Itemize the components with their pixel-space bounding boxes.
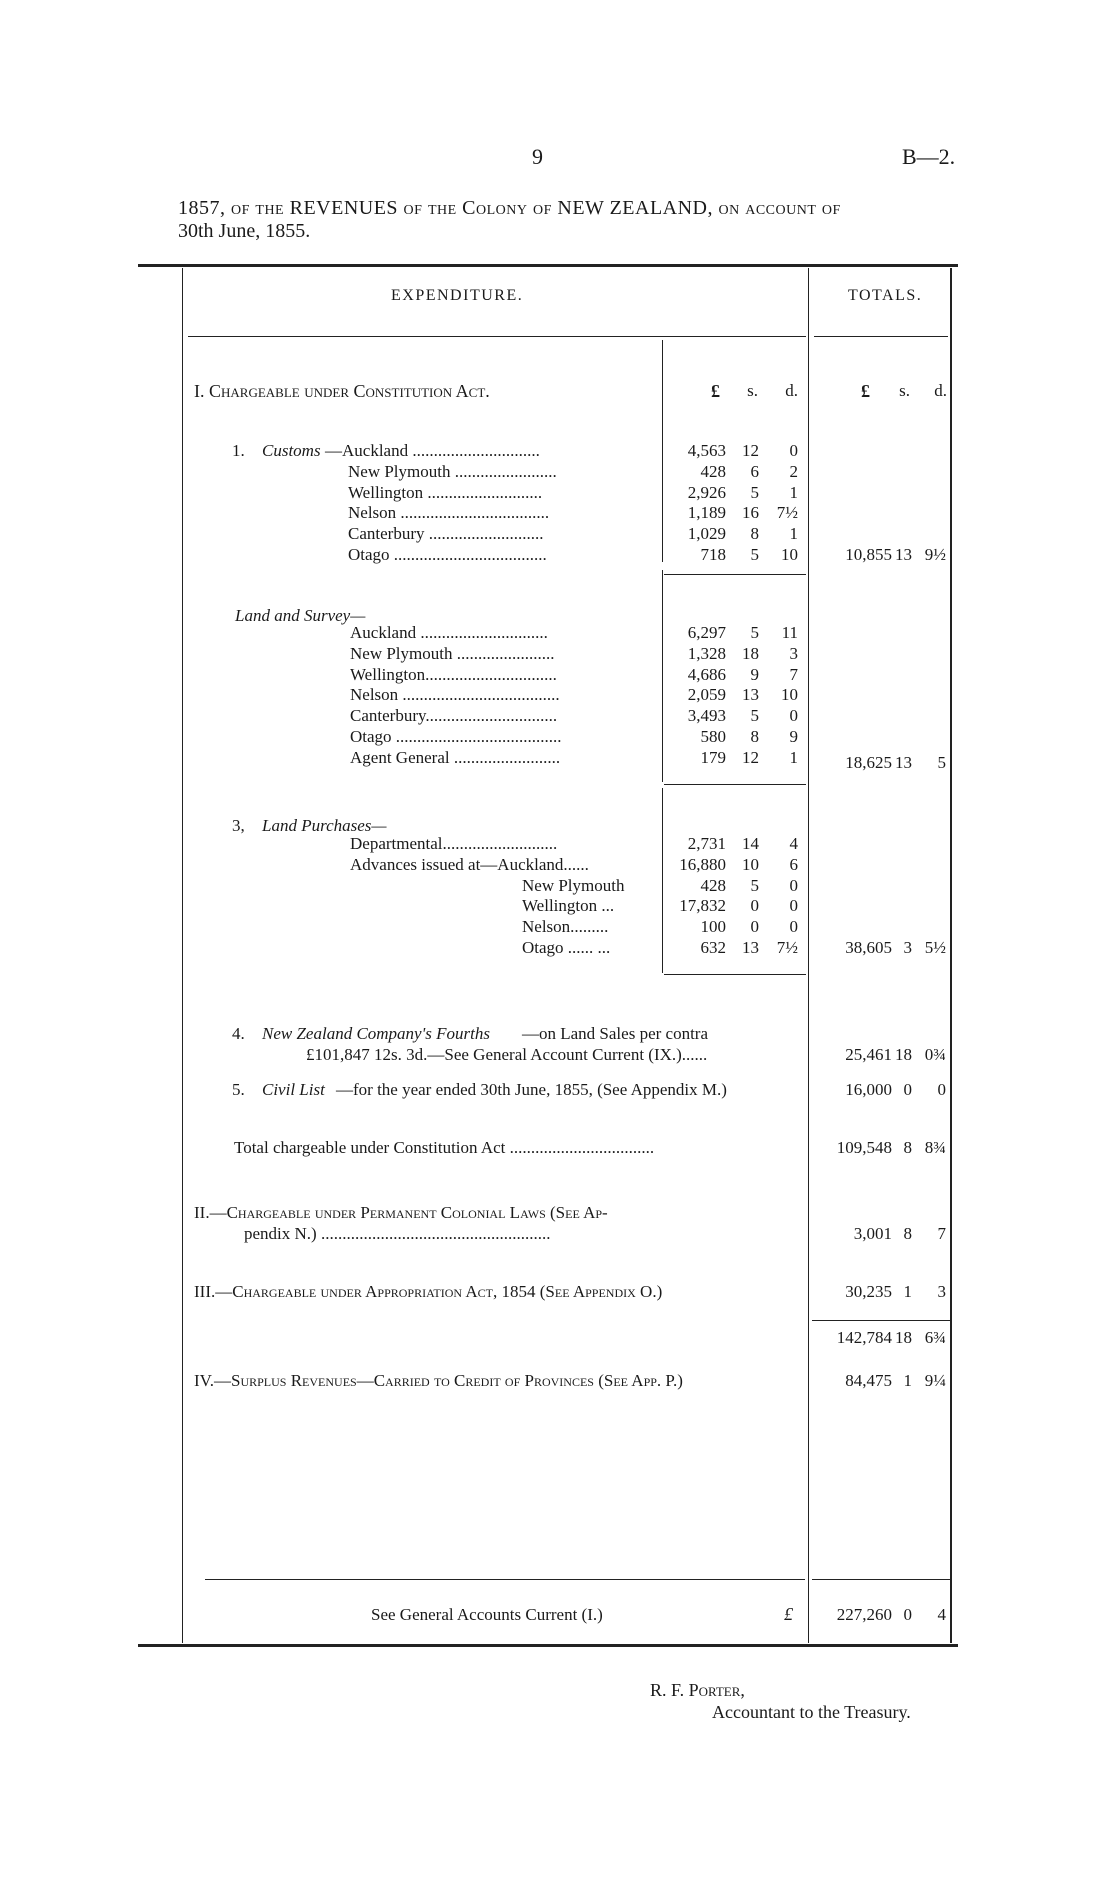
land-survey-row-pounds: 3,493 — [687, 706, 726, 726]
grand-total-currency: £ — [784, 1604, 793, 1624]
land-purchases-heading-number: 3, — [232, 816, 245, 835]
item-5-number: 5. — [232, 1080, 245, 1099]
totals-column-header: TOTALS. — [848, 287, 923, 304]
land-survey-row-label: Wellington............................... — [350, 664, 557, 684]
land-purchases-row-pounds: 2,731 — [687, 834, 726, 853]
total-constitution-label: Total chargeable under Constitution Act .................................. — [234, 1138, 655, 1157]
land-purchases-row-pence: 0 — [789, 896, 798, 916]
land-survey-row-label: Auckland .............................. — [350, 623, 548, 642]
customs-row-label: Canterbury ........................... — [348, 524, 544, 544]
customs-row-label: —Auckland .............................. — [325, 441, 540, 460]
customs-row-label: Otago .................................... — [348, 545, 547, 564]
land-survey-row-label: Otago ....................................... — [350, 727, 562, 746]
land-purchases-row-pounds: 632 — [700, 938, 726, 957]
customs-row-pounds: 718 — [700, 545, 726, 564]
land-survey-row-pounds: 4,686 — [687, 664, 726, 684]
customs-row-pounds: 1,189 — [687, 503, 726, 523]
item-5-heading: Civil List — [262, 1080, 325, 1099]
customs-row-shillings: 8 — [750, 524, 759, 544]
title-line-2: 30th June, 1855. — [178, 220, 311, 242]
signatory-name: R. F. Porter, — [650, 1680, 745, 1700]
item-4-line-1: —on Land Sales per contra — [522, 1024, 708, 1043]
customs-row-label: Nelson ................................... — [348, 503, 550, 523]
totals-pence-unit: d. — [934, 381, 947, 400]
section-4-text: IV.—Surplus Revenues—Carried to Credit of Provinces (See App. P.) — [194, 1371, 683, 1390]
land-purchases-row-pence: 6 — [789, 854, 798, 874]
land-purchases-row-pence: 4 — [789, 834, 798, 853]
item-4-heading: New Zealand Company's Fourths — [262, 1024, 490, 1043]
land-survey-row-pence: 0 — [789, 706, 798, 726]
customs-row-shillings: 6 — [750, 461, 759, 481]
land-survey-row-shillings: 18 — [742, 643, 759, 663]
land-survey-row-pence: 10 — [781, 685, 798, 705]
customs-row-pence: 1 — [789, 524, 798, 544]
land-survey-row-shillings: 5 — [750, 706, 759, 726]
land-survey-row-pence: 1 — [789, 747, 798, 767]
customs-row-pence: 10 — [781, 545, 798, 564]
customs-row-pence: 2 — [789, 461, 798, 481]
land-purchases-row-shillings: 13 — [742, 938, 759, 957]
section-3-text: III.—Chargeable under Appropriation Act, 1854 (See Appendix O.) — [194, 1282, 663, 1301]
land-survey-row-pounds: 2,059 — [687, 685, 726, 705]
land-purchases-row-pounds: 100 — [700, 917, 726, 937]
customs-heading: Customs — [262, 441, 321, 460]
grand-total-label: See General Accounts Current (I.) — [371, 1605, 603, 1624]
pound-unit-header: £ — [711, 381, 720, 401]
land-survey-row-label: New Plymouth ....................... — [350, 643, 555, 663]
customs-row-pounds: 2,926 — [687, 482, 726, 502]
customs-row-pounds: 4,563 — [687, 441, 726, 460]
land-purchases-row-pounds: 17,832 — [679, 896, 726, 916]
document-reference: B—2. — [902, 144, 956, 169]
pence-unit-header: d. — [785, 381, 798, 400]
land-survey-row-label: Canterbury............................... — [350, 706, 558, 726]
item-4-line-2: £101,847 12s. 3d.—See General Account Current (IX.)...... — [306, 1045, 708, 1064]
land-purchases-row-pounds: 428 — [700, 875, 726, 895]
land-survey-row-pence: 11 — [781, 623, 798, 642]
customs-heading-number: 1. — [232, 441, 245, 460]
land-survey-row-pounds: 580 — [700, 727, 726, 746]
land-survey-row-shillings: 12 — [742, 747, 759, 767]
land-purchases-row-shillings: 0 — [750, 917, 759, 937]
page-number: 9 — [532, 144, 543, 169]
land-purchases-row-shillings: 14 — [742, 834, 759, 853]
item-5-text: —for the year ended 30th June, 1855, (See Appendix M.) — [336, 1080, 727, 1099]
land-purchases-row-label: Wellington ... — [522, 896, 615, 916]
land-purchases-row-pence: 0 — [789, 875, 798, 895]
land-purchases-row-label: New Plymouth — [522, 875, 625, 895]
customs-row-shillings: 5 — [750, 545, 759, 564]
land-purchases-row-pence: 7½ — [776, 938, 798, 957]
land-purchases-row-shillings: 10 — [742, 854, 759, 874]
land-purchases-row-shillings: 5 — [750, 875, 759, 895]
customs-row-pounds: 428 — [700, 461, 726, 481]
land-purchases-heading: Land Purchases— — [262, 816, 387, 835]
customs-row-label: Wellington ........................... — [348, 482, 543, 502]
land-purchases-row-pence: 0 — [789, 917, 798, 937]
land-survey-row-pounds: 6,297 — [687, 623, 726, 642]
customs-row-shillings: 16 — [742, 503, 759, 523]
land-survey-row-shillings: 9 — [750, 664, 759, 684]
totals-pound-unit: £ — [861, 381, 870, 401]
land-survey-row-shillings: 5 — [750, 623, 759, 642]
section-1-heading: I. Chargeable under Constitution Act. — [194, 381, 490, 401]
land-survey-row-shillings: 13 — [742, 685, 759, 705]
signatory-title: Accountant to the Treasury. — [712, 1702, 911, 1722]
title-line-1: 1857, of the REVENUES of the Colony of NEW ZEALAND, on account of — [178, 197, 841, 219]
customs-row-pence: 7½ — [776, 503, 798, 523]
land-survey-row-pence: 7 — [789, 664, 798, 684]
land-survey-heading: Land and Survey— — [235, 606, 366, 625]
customs-row-pence: 1 — [789, 482, 798, 502]
land-purchases-row-shillings: 0 — [750, 896, 759, 916]
customs-row-shillings: 5 — [750, 482, 759, 502]
item-4-number: 4. — [232, 1024, 245, 1043]
land-survey-row-pence: 3 — [789, 643, 798, 663]
land-survey-row-label: Agent General ......................... — [350, 747, 561, 767]
totals-shilling-unit: s. — [899, 381, 910, 400]
land-survey-row-shillings: 8 — [750, 727, 759, 746]
land-purchases-row-label: Departmental........................... — [350, 834, 558, 853]
land-survey-row-pounds: 1,328 — [687, 643, 726, 663]
land-survey-row-pence: 9 — [789, 727, 798, 746]
land-purchases-row-label: Otago ...... ... — [522, 938, 611, 957]
section-2-line-1: II.—Chargeable under Permanent Colonial Laws (See Ap- — [194, 1203, 608, 1222]
section-2-line-2: pendix N.) ...................................................... — [244, 1224, 551, 1243]
customs-row-pence: 0 — [789, 441, 798, 460]
land-survey-row-label: Nelson ..................................... — [350, 685, 560, 705]
customs-row-label: New Plymouth ........................ — [348, 461, 557, 481]
land-purchases-row-pounds: 16,880 — [679, 854, 726, 874]
customs-row-shillings: 12 — [742, 441, 759, 460]
land-survey-row-pounds: 179 — [700, 747, 726, 767]
customs-row-pounds: 1,029 — [687, 524, 726, 544]
expenditure-column-header: EXPENDITURE. — [391, 287, 524, 304]
land-purchases-row-label: Advances issued at—Auckland...... — [350, 854, 589, 874]
shilling-unit-header: s. — [747, 381, 758, 400]
land-purchases-row-label: Nelson......... — [522, 917, 609, 937]
